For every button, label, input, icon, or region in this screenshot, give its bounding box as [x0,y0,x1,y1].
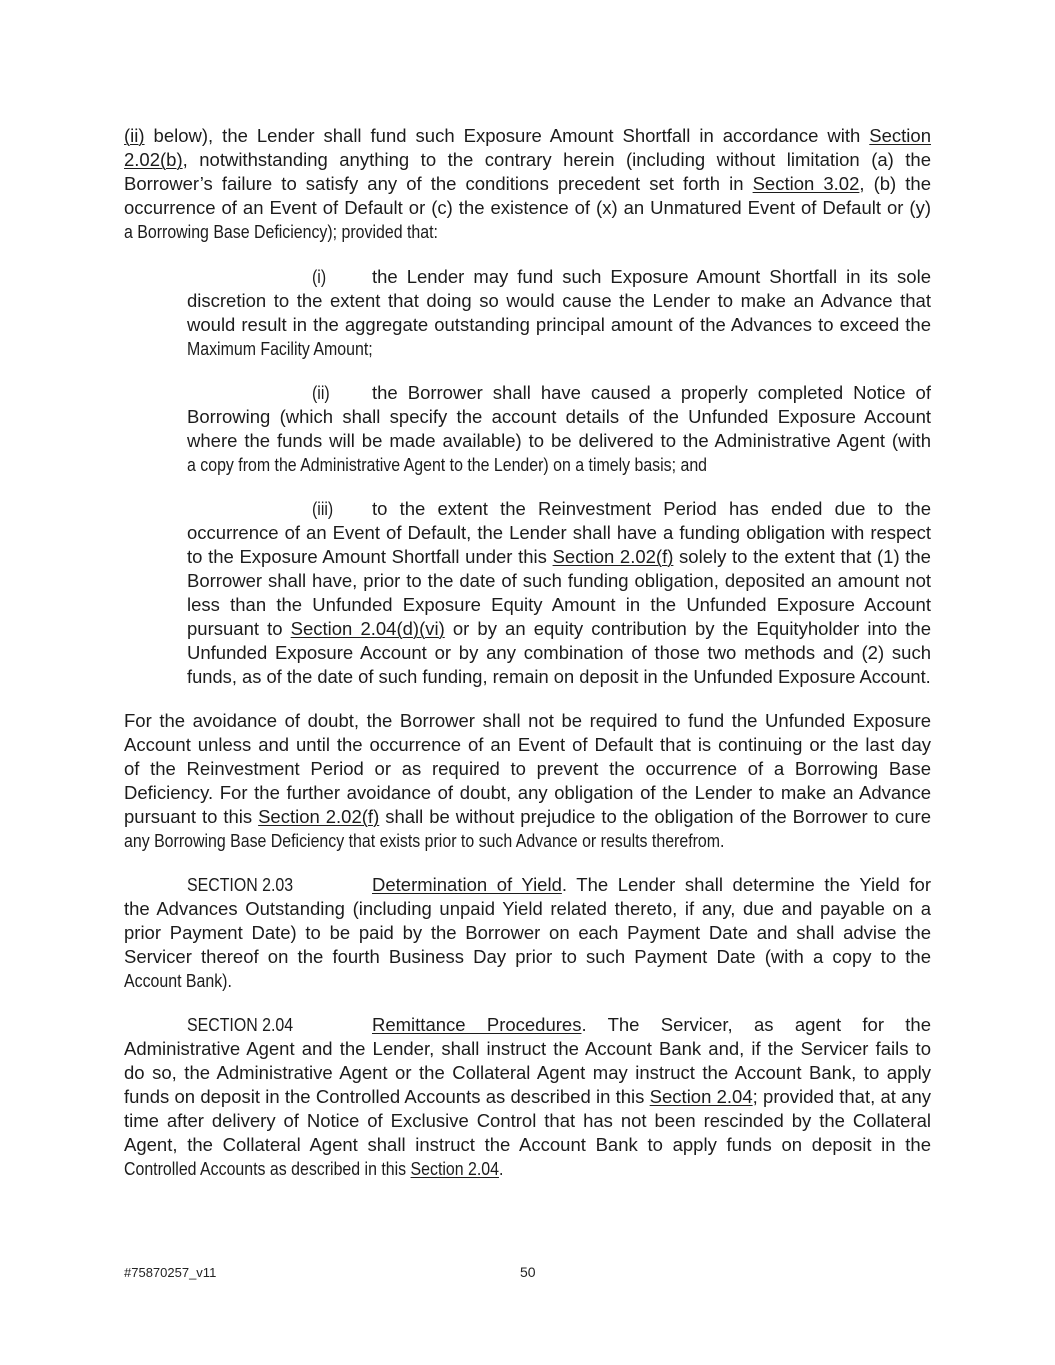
text-line: Unfunded Exposure Account or by any combination of those two methods and (2) such [187,642,931,663]
text-run: . The Lender shall determine the Yield for [561,874,931,895]
text-line: funds, as of the date of such funding, remain on deposit in the Unfunded Exposure Account. [187,666,931,687]
cross-reference: Section 2.02(f) [552,546,674,567]
text-line: discretion to the extent that doing so would cause the Lender to make an Advance that [187,290,931,311]
text-line [124,1085,931,1109]
text-line: the Advances Outstanding (including unpaid Yield related thereto, if any, due and payable on a [124,898,931,919]
cross-reference: Section 2.02(f) [258,806,380,827]
text-line: prior Payment Date) to be paid by the Borrower on each Payment Date and shall advise the [124,922,931,943]
text-line: the Borrower shall have caused a properly completed Notice of [372,382,931,403]
section-heading-line [372,873,931,897]
cross-reference: Section 2.04(d)(vi) [290,618,445,639]
cross-reference: Section 3.02 [752,173,860,194]
text-run: or by an equity contribution by the Equityholder into the [444,618,931,639]
clause-marker: (ii) [312,382,330,403]
text-line: would result in the aggregate outstanding principal amount of the Advances to exceed the [187,314,931,335]
text-line [124,172,931,196]
text-line: Administrative Agent and the Lender, shall instruct the Account Bank and, if the Servicer fails to [124,1038,931,1059]
text-line: to the extent the Reinvestment Period has ended due to the [372,498,931,519]
text-line: Agent, the Collateral Agent shall instruct the Account Bank to apply funds on deposit in the [124,1134,931,1155]
cross-reference: (ii) [124,125,145,146]
text-run: pursuant to this [124,806,259,827]
text-run: shall be without prejudice to the obligation of the Borrower to cure [379,806,931,827]
clause-marker: (i) [312,266,327,287]
text-line: the Lender may fund such Exposure Amount Shortfall in its sole [372,266,931,287]
text-line: less than the Unfunded Exposure Equity Amount in the Unfunded Exposure Account [187,594,931,615]
text-line [187,617,931,641]
text-line: of the Reinvestment Period or as required to prevent the occurrence of a Borrowing Base [124,758,931,779]
text-line [124,124,931,148]
text-run: , notwithstanding anything to the contrary herein (including without limitation (a) the [182,149,931,170]
text-line: Account unless and until the occurrence of an Event of Default that is continuing or the last day [124,734,931,755]
text-line: Borrowing (which shall specify the account details of the Unfunded Exposure Account [187,406,931,427]
text-run: ; provided that, at any [752,1086,931,1107]
text-line: where the funds will be made available) to be delivered to the Administrative Agent (with [187,430,931,451]
section-heading: Remittance Procedures [372,1014,582,1035]
text-line: do so, the Administrative Agent or the Collateral Agent may instruct the Account Bank, to apply [124,1062,931,1083]
text-line: a copy from the Administrative Agent to the Lender) on a timely basis; and [187,454,708,475]
page-number: 50 [520,1264,536,1280]
text-line: any Borrowing Base Deficiency that exists prior to such Advance or results therefrom. [124,830,725,851]
text-line [124,1157,503,1181]
text-line [124,148,931,172]
text-run: Borrower’s failure to satisfy any of the conditions precedent set forth in [124,173,753,194]
text-line: Account Bank). [124,970,232,991]
text-line: occurrence of an Event of Default, the Lender shall have a funding obligation with respect [187,522,931,543]
text-run: , (b) the [859,173,931,194]
text-run: . [499,1158,504,1179]
cross-reference: Section 2.04 [410,1158,500,1179]
document-id: #75870257_v11 [124,1265,217,1280]
clause-marker: (iii) [312,498,334,519]
text-line: Maximum Facility Amount; [187,338,373,359]
text-run: below), the Lender shall fund such Exposure Amount Shortfall in accordance with [144,125,870,146]
text-line: a Borrowing Base Deficiency); provided that: [124,221,438,242]
text-run: . The Servicer, as agent for the [581,1014,931,1035]
text-line: For the avoidance of doubt, the Borrower shall not be required to fund the Unfunded Exposure [124,710,931,731]
text-line: time after delivery of Notice of Exclusive Control that has not been rescinded by the Collateral [124,1110,931,1131]
text-line: Deficiency. For the further avoidance of doubt, any obligation of the Lender to make an Advance [124,782,931,803]
text-run: funds on deposit in the Controlled Accounts as described in this [124,1086,650,1107]
text-line: Borrower shall have, prior to the date of such funding obligation, deposited an amount not [187,570,931,591]
text-run: Controlled Accounts as described in this [124,1158,411,1179]
text-line: Servicer thereof on the fourth Business Day prior to such Payment Date (with a copy to the [124,946,931,967]
cross-reference: Section [869,125,931,146]
section-number: SECTION 2.04 [187,1014,294,1035]
cross-reference: 2.02(b) [124,149,183,170]
text-line [187,545,931,569]
cross-reference: Section 2.04 [649,1086,753,1107]
text-run: to the Exposure Amount Shortfall under this [187,546,553,567]
section-heading: Determination of Yield [372,874,562,895]
text-line [124,805,931,829]
text-run: pursuant to [187,618,291,639]
section-heading-line [372,1013,931,1037]
text-run: solely to the extent that (1) the [673,546,931,567]
text-line: occurrence of an Event of Default or (c) the existence of (x) an Unmatured Event of Default or (y) [124,197,931,218]
section-number: SECTION 2.03 [187,874,294,895]
